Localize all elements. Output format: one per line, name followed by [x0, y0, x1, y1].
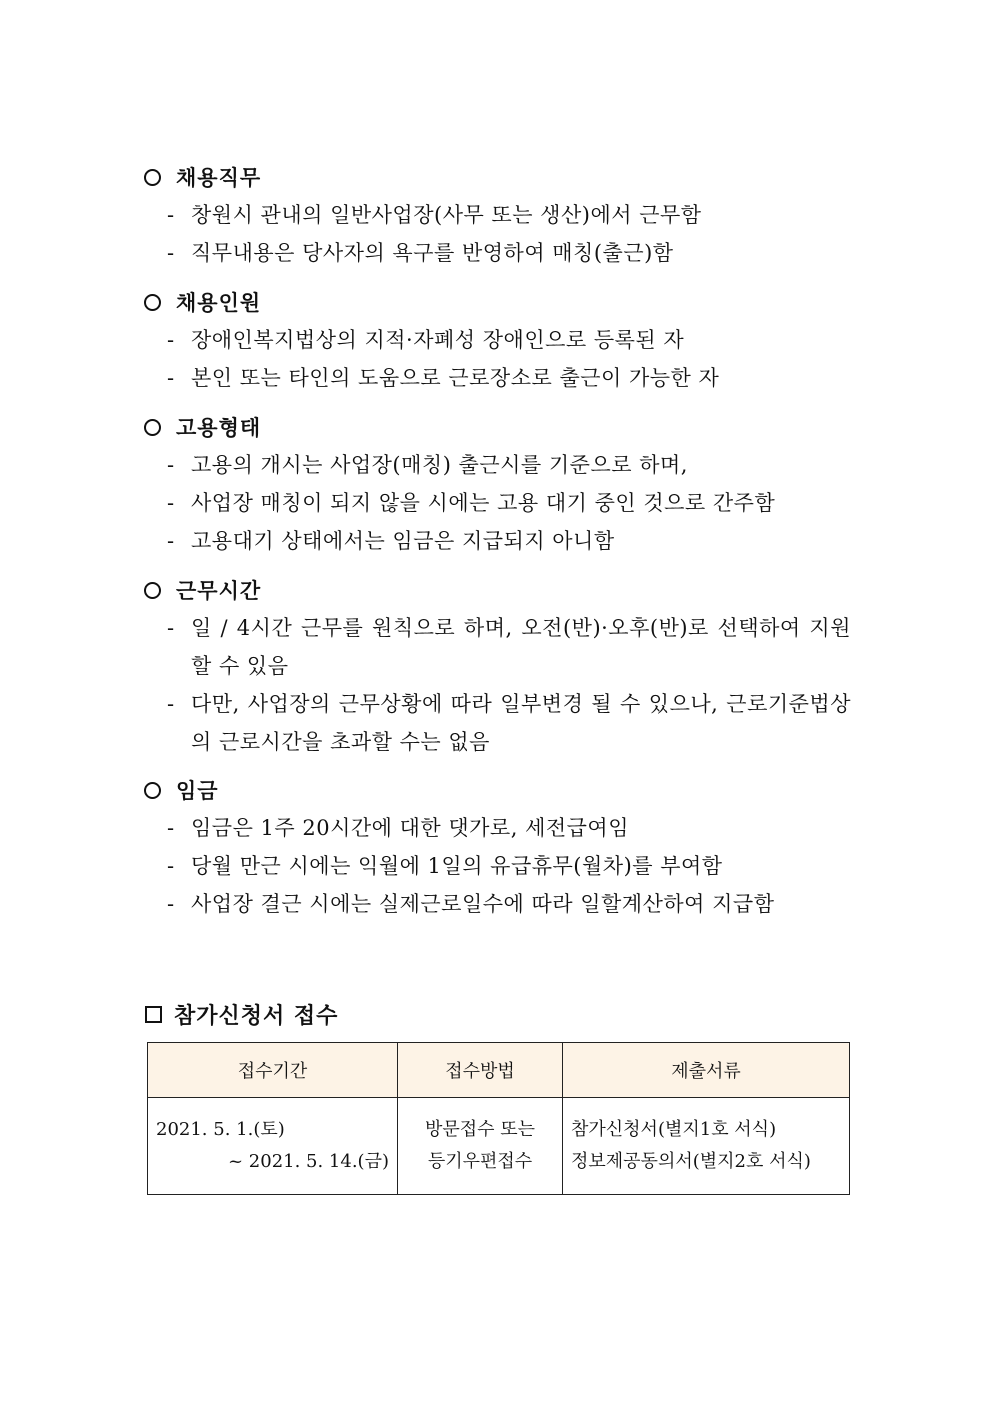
circle-bullet-icon [144, 582, 161, 599]
section-title: 근무시간 [176, 579, 262, 603]
section-title: 채용인원 [176, 291, 262, 315]
header-method: 접수방법 [398, 1043, 563, 1098]
section-title: 임금 [176, 779, 219, 803]
list-item: - 고용의 개시는 사업장(매칭) 출근시를 기준으로 하며, [167, 453, 688, 477]
circle-bullet-icon [144, 782, 161, 799]
table-header-row [148, 1043, 850, 1098]
section-job-duty [140, 158, 860, 272]
application-title: 참가신청서 접수 [174, 1003, 339, 1029]
list-item: - 다만, 사업장의 근무상황에 따라 일부변경 될 수 있으나, 근로기준법상의 근로시간을 초과할 수는 없음 [167, 692, 851, 754]
application-heading [145, 996, 338, 1032]
section-recruit-count [140, 283, 860, 397]
circle-bullet-icon [144, 294, 161, 311]
section-heading [140, 408, 860, 446]
list-item: - 당월 만근 시에는 익월에 1일의 유급휴무(월차)를 부여함 [167, 854, 723, 878]
list-item: - 사업장 매칭이 되지 않을 시에는 고용 대기 중인 것으로 간주함 [167, 491, 776, 515]
circle-bullet-icon [144, 419, 161, 436]
section-wage [140, 771, 860, 923]
cell-method [398, 1098, 563, 1195]
list-item: - 고용대기 상태에서는 임금은 지급되지 아니함 [167, 529, 615, 553]
application-table [147, 1042, 850, 1195]
method-line: 등기우편접수 [427, 1151, 533, 1172]
section-employment-type [140, 408, 860, 560]
cell-period [148, 1098, 398, 1195]
header-period: 접수기간 [148, 1043, 398, 1098]
section-heading [140, 771, 860, 809]
list-item: - 일 / 4시간 근무를 원칙으로 하며, 오전(반)·오후(반)로 선택하여 지원할 수 있음 [167, 616, 851, 678]
list-item: - 본인 또는 타인의 도움으로 근로장소로 출근이 가능한 자 [167, 366, 720, 390]
list-item: - 임금은 1주 20시간에 대한 댓가로, 세전급여임 [167, 816, 629, 840]
method-line: 방문접수 또는 [424, 1119, 536, 1140]
section-title: 채용직무 [176, 166, 262, 190]
period-start: 2021. 5. 1.(토) [156, 1119, 285, 1140]
circle-bullet-icon [144, 169, 161, 186]
period-end: ~ 2021. 5. 14.(금) [227, 1151, 389, 1172]
list-item: - 직무내용은 당사자의 욕구를 반영하여 매칭(출근)함 [167, 241, 674, 265]
section-heading [140, 158, 860, 196]
list-item: - 장애인복지법상의 지적·자폐성 장애인으로 등록된 자 [167, 328, 685, 352]
section-work-hours [140, 571, 860, 761]
document-line: 참가신청서(별지1호 서식) [571, 1119, 777, 1140]
section-title: 고용형태 [176, 416, 262, 440]
cell-documents [563, 1098, 850, 1195]
section-heading [140, 283, 860, 321]
square-bullet-icon [145, 1006, 162, 1023]
list-item: - 창원시 관내의 일반사업장(사무 또는 생산)에서 근무함 [167, 203, 702, 227]
document-line: 정보제공동의서(별지2호 서식) [571, 1151, 811, 1172]
header-documents: 제출서류 [563, 1043, 850, 1098]
list-item: - 사업장 결근 시에는 실제근로일수에 따라 일할계산하여 지급함 [167, 892, 775, 916]
section-heading [140, 571, 860, 609]
table-row [148, 1098, 850, 1195]
